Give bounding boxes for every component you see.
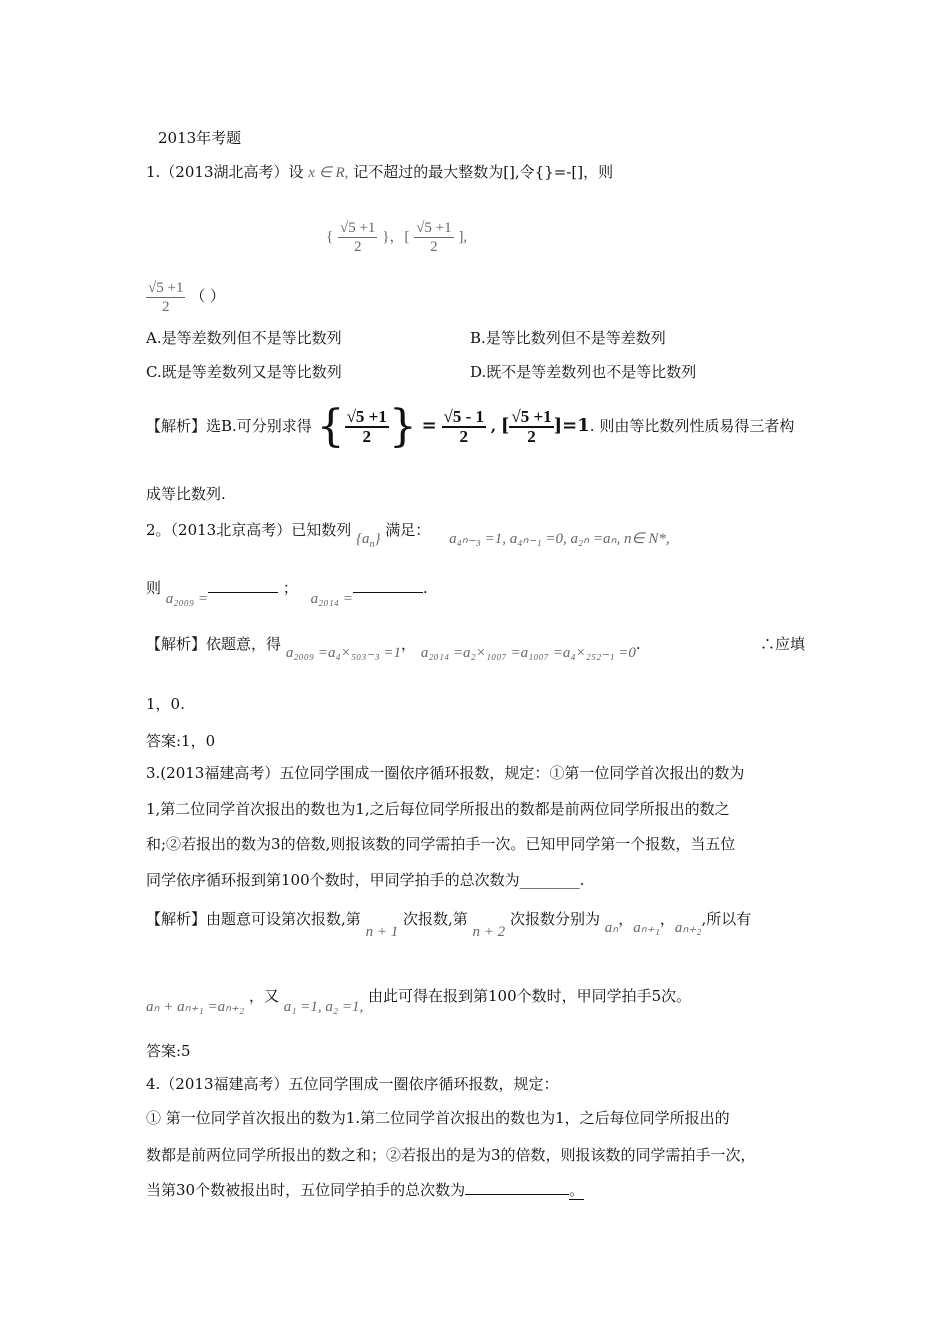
q3-recurrence-row	[146, 986, 692, 1015]
q2-stem-text: 2。（2013北京高考）已知数列	[146, 521, 352, 539]
q3-line-3: 和;②若报出的数为3的倍数,则报该数的同学需拍手一次。已知甲同学第一个报数，当五位	[146, 835, 736, 853]
q4-line-2: ① 第一位同学首次报出的数为1.第二位同学首次报出的数也为1，之后每位同学所报出的	[146, 1109, 730, 1127]
q1-frac-3: $\frac{√5 +1}{2}$	[148, 279, 184, 315]
q2-a2014: a₂₀₁₄ =	[310, 591, 353, 607]
q1-option-c: C.既是等差数列又是等比数列	[146, 363, 342, 381]
q4-line-4	[146, 1180, 584, 1200]
q3-answer: 答案:5	[146, 1042, 191, 1060]
q4-line-4-text: 当第30个数被报出时，五位同学拍手的总次数为	[146, 1181, 466, 1199]
q4-blank[interactable]	[465, 1180, 569, 1195]
q1-stem	[146, 162, 613, 183]
q1-analysis-text-b: 则由等比数列性质易得三者构	[599, 417, 795, 435]
q2-blanks	[146, 578, 428, 607]
q2-a2009: a₂₀₀₉ =	[165, 591, 209, 607]
q3-recurrence: aₙ + aₙ₊₁ =aₙ₊₂	[146, 999, 245, 1015]
q1-frac-1: $\frac{√5 +1}{2}$	[339, 219, 376, 255]
q2-comma: ，	[401, 635, 417, 653]
q2-seq: $\{a_n\}$	[356, 531, 381, 550]
q3-analysis: 【解析】由题意可设第次报数,第 n + 1 次报数,第 n + 2 次报数分别为 aₙ，aₙ₊₁，aₙ₊₂,所以有	[146, 910, 752, 940]
q2-blank-1[interactable]	[208, 578, 278, 593]
q3-init: a₁ =1, a₂ =1,	[283, 999, 364, 1015]
q2-satisfy: 满足：	[385, 521, 431, 539]
q3-you: ，又	[248, 987, 279, 1005]
q2-analysis: 【解析】依题意，得 a₂₀₀₉ =a₄×₅₀₃₋₃ =1， a₂₀₁₄ =a₂×₁₀₀₇ =a₁₀₀₇ =a₄×₂₅₂₋₁ =0.	[146, 635, 641, 661]
q2-then: 则	[146, 579, 162, 597]
q3-an2: aₙ₊₂	[674, 920, 702, 936]
q1-frac-2: $\frac{√5 +1}{2}$	[416, 219, 452, 255]
analysis-tag: 【解析】	[146, 417, 207, 435]
q1-stem-text2: 记不超过的最大整数为[],令{}=-[]，则	[353, 163, 614, 181]
q3-n2: n + 2	[472, 924, 506, 940]
q1-bold-frac-minus: $\frac{√5 - 1}{2}$	[443, 407, 485, 446]
q2-answer: 答案:1，0	[146, 732, 216, 750]
q1-analysis-end: 成等比数列.	[146, 485, 226, 503]
q3-analysis-text-e: 由此可得在报到第100个数时，甲同学拍手5次。	[368, 987, 692, 1005]
q2-analysis-text: 依题意，得	[206, 635, 282, 653]
q2-blank-2[interactable]	[353, 578, 423, 593]
q1-bold-frac-2: $\frac{√5 +1}{2}$	[511, 407, 552, 446]
q1-bold-frac: $\frac{√5 +1}{2}$	[346, 407, 387, 446]
q2-dot: .	[422, 579, 428, 597]
q1-var: x ∈ R,	[308, 165, 349, 181]
q3-analysis-text-c: 次报数分别为	[509, 910, 600, 928]
q2-calc-2: a₂₀₁₄ =a₂×₁₀₀₇ =a₁₀₀₇ =a₄×₂₅₂₋₁ =0	[420, 645, 636, 661]
q2-fill: ∴应填	[760, 635, 806, 653]
q3-n1: n + 1	[365, 924, 399, 940]
q3-line-4: 同学依序循环报到第100个数时，甲同学拍手的总次数为________.	[146, 871, 585, 889]
q1-analysis-text: 选B.可分别求得	[206, 417, 312, 435]
q1-option-b: B.是等比数列但不是等差数列	[470, 329, 666, 347]
q2-calc-1: a₂₀₀₉ =a₄×₅₀₃₋₃ =1	[285, 645, 402, 661]
q4-line-3: 数都是前两位同学所报出的数之和；②若报出的是为3的倍数，则报该数的同学需拍手一次，	[146, 1146, 756, 1164]
q3-analysis-text-b: 次报数,第	[402, 910, 468, 928]
q3-analysis-text-d: ,所以有	[701, 910, 752, 928]
analysis-tag: 【解析】	[146, 635, 207, 653]
q3-line-2: 1,第二位同学首次报出的数也为1,之后每位同学所报出的数都是前两位同学所报出的数之	[146, 800, 730, 818]
q1-eq1: =1	[562, 415, 590, 436]
q4-end: 。	[569, 1181, 585, 1199]
page-title: 2013年考题	[158, 129, 242, 147]
analysis-tag: 【解析】	[146, 910, 207, 928]
q2-semicolon: ；	[282, 579, 298, 597]
q3-an: aₙ	[604, 920, 619, 936]
q1-frac-row	[146, 274, 225, 318]
q2-condition: a₄ₙ₋₃ =1, a₄ₙ₋₁ =0, a₂ₙ =aₙ, n∈ N*,	[449, 531, 670, 547]
q3-line-1: 3.(2013福建高考）五位同学围成一圈依序循环报数，规定：①第一位同学首次报出的数为	[146, 764, 745, 782]
q3-an1: aₙ₊₁	[633, 920, 660, 936]
q2-stem	[146, 520, 670, 550]
q1-paren: （ ）	[190, 287, 226, 305]
q2-fill-values: 1，0.	[146, 695, 185, 713]
q4-line-1: 4.（2013福建高考）五位同学围成一圈依序循环报数，规定：	[146, 1075, 559, 1093]
q1-fractions: { $\frac{√5 +1}{2}$ }，[ $\frac{√5 +1}{2}$ ],	[326, 219, 468, 255]
q1-option-a: A.是等差数列但不是等比数列	[146, 329, 342, 347]
q1-stem-text: 1.（2013湖北高考）设	[146, 163, 304, 181]
q3-analysis-text: 由题意可设第次报数,第	[206, 910, 361, 928]
q1-analysis: 【解析】选B.可分别求得 { $\frac{√5 +1}{2}$ } = $\frac{√5 - 1}{2}$ , [ $\frac{√5 +1}{2}$ ]=1. 则由等比数列性质易得三者构	[146, 401, 795, 452]
q1-option-d: D.既不是等差数列也不是等比数列	[470, 363, 697, 381]
